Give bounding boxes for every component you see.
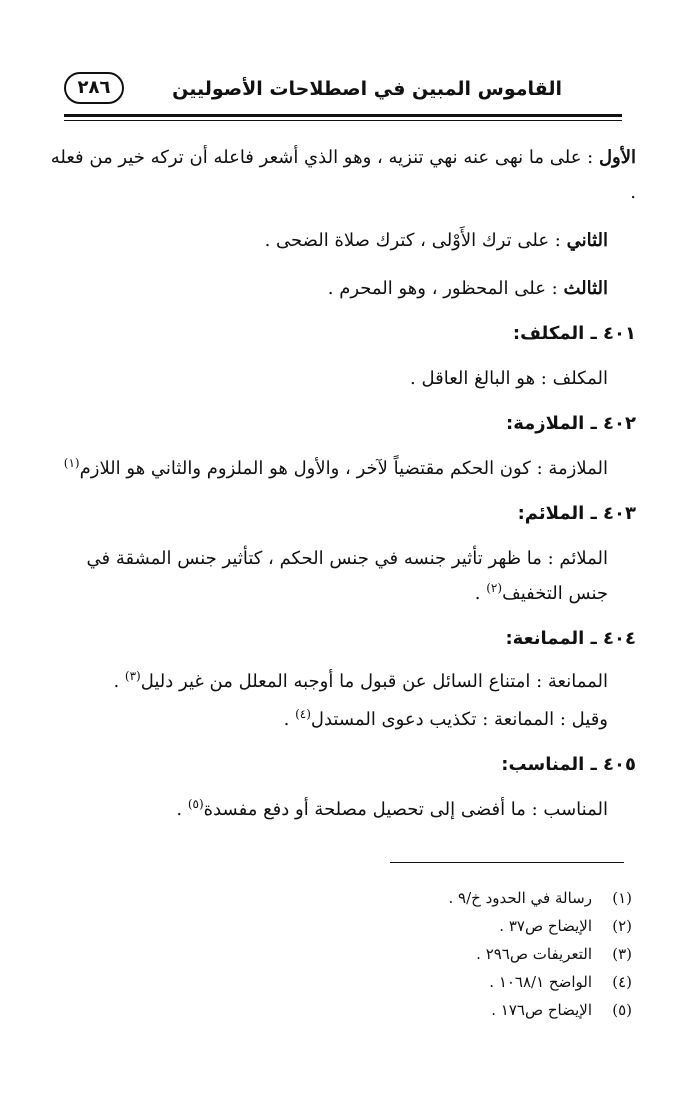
- footnote-number: (٥): [612, 1001, 632, 1019]
- definition-text: الملائم : ما ظهر تأثير جنسه في جنس الحكم ، كتأثير جنس المشقة في جنس التخفيف: [86, 548, 608, 604]
- footnote: [332, 968, 632, 996]
- footnote-number: (٣): [612, 945, 632, 963]
- running-title: القاموس المبين في اصطلاحات الأصوليين: [172, 78, 562, 100]
- footnote-text: رسالة في الحدود خ/٩ .: [448, 889, 592, 907]
- entry-heading: ٤٠٤ ـ الممانعة:: [505, 628, 636, 649]
- paragraph-label: الأول: [598, 147, 636, 168]
- footnote-ref[interactable]: (٢): [486, 581, 503, 595]
- footnote-text: الإيضاح ص١٧٦ .: [491, 1001, 592, 1019]
- footnote-ref[interactable]: (٣): [124, 669, 141, 683]
- paragraph-label: الثاني: [566, 230, 608, 251]
- footnote: [332, 940, 632, 968]
- paragraph-third: [46, 271, 636, 306]
- paragraph-text: : على ترك الأَوْلى ، كترك صلاة الضحى .: [264, 230, 567, 251]
- entry-definition: [46, 451, 636, 486]
- definition-text: وقيل : الممانعة : تكذيب دعوى المستدل: [310, 709, 608, 730]
- entry-definition: [46, 361, 636, 396]
- header-rule-thick: [64, 114, 622, 117]
- definition-text: الممانعة : امتناع السائل عن قبول ما أوجبه المعلل من غير دليل: [140, 671, 608, 692]
- entry-heading: ٤٠٣ ـ الملائم:: [517, 503, 636, 524]
- footnote: [332, 996, 632, 1024]
- paragraph-text: : على ما نهى عنه نهي تنزيه ، وهو الذي أشعر فاعله أن تركه خير من فعله .: [50, 147, 636, 203]
- paragraph-second: [46, 223, 636, 258]
- footnote-ref[interactable]: (١): [63, 456, 80, 470]
- header-rule-thin: [64, 120, 622, 121]
- definition-tail: .: [283, 709, 296, 730]
- footnote-text: التعريفات ص٢٩٦ .: [476, 945, 592, 963]
- definition-text: المكلف : هو البالغ العاقل .: [410, 368, 608, 389]
- paragraph-first: [46, 140, 636, 210]
- paragraph-label: الثالث: [563, 278, 608, 299]
- footnote-number: (٤): [612, 973, 632, 991]
- footnote-ref[interactable]: (٤): [295, 707, 311, 721]
- footnotes: [332, 884, 632, 1024]
- page-header: [64, 70, 622, 114]
- footnote-text: الواضح ١٠٦٨/١ .: [489, 973, 592, 991]
- footnote-text: الإيضاح ص٣٧ .: [499, 917, 592, 935]
- entry-heading: ٤٠١ ـ المكلف:: [512, 323, 636, 344]
- footnote-number: (٢): [612, 917, 632, 935]
- footnote-ref[interactable]: (٥): [187, 797, 204, 811]
- definition-tail: .: [113, 671, 125, 692]
- footnote: [332, 912, 632, 940]
- entry-definition: [46, 541, 636, 611]
- definition-text: المناسب : ما أفضى إلى تحصيل مصلحة أو دفع مفسدة: [203, 799, 608, 820]
- entry-heading: ٤٠٥ ـ المناسب:: [501, 754, 636, 775]
- entry-heading: ٤٠٢ ـ الملازمة:: [506, 413, 636, 434]
- paragraph-text: : على المحظور ، وهو المحرم .: [327, 278, 564, 299]
- definition-text: الملازمة : كون الحكم مقتضياً لآخر ، والأول هو الملزوم والثاني هو اللازم: [79, 458, 608, 479]
- definition-tail: .: [474, 583, 487, 604]
- main-text: [46, 140, 636, 840]
- entry-definition: [46, 666, 636, 698]
- footnote-number: (١): [612, 889, 632, 907]
- definition-tail: .: [176, 799, 188, 820]
- entry-definition: [46, 792, 636, 827]
- page-number: ٢٨٦: [64, 72, 124, 104]
- footnote-separator: [390, 862, 624, 863]
- footnote: [332, 884, 632, 912]
- entry-definition-alt: [46, 702, 636, 737]
